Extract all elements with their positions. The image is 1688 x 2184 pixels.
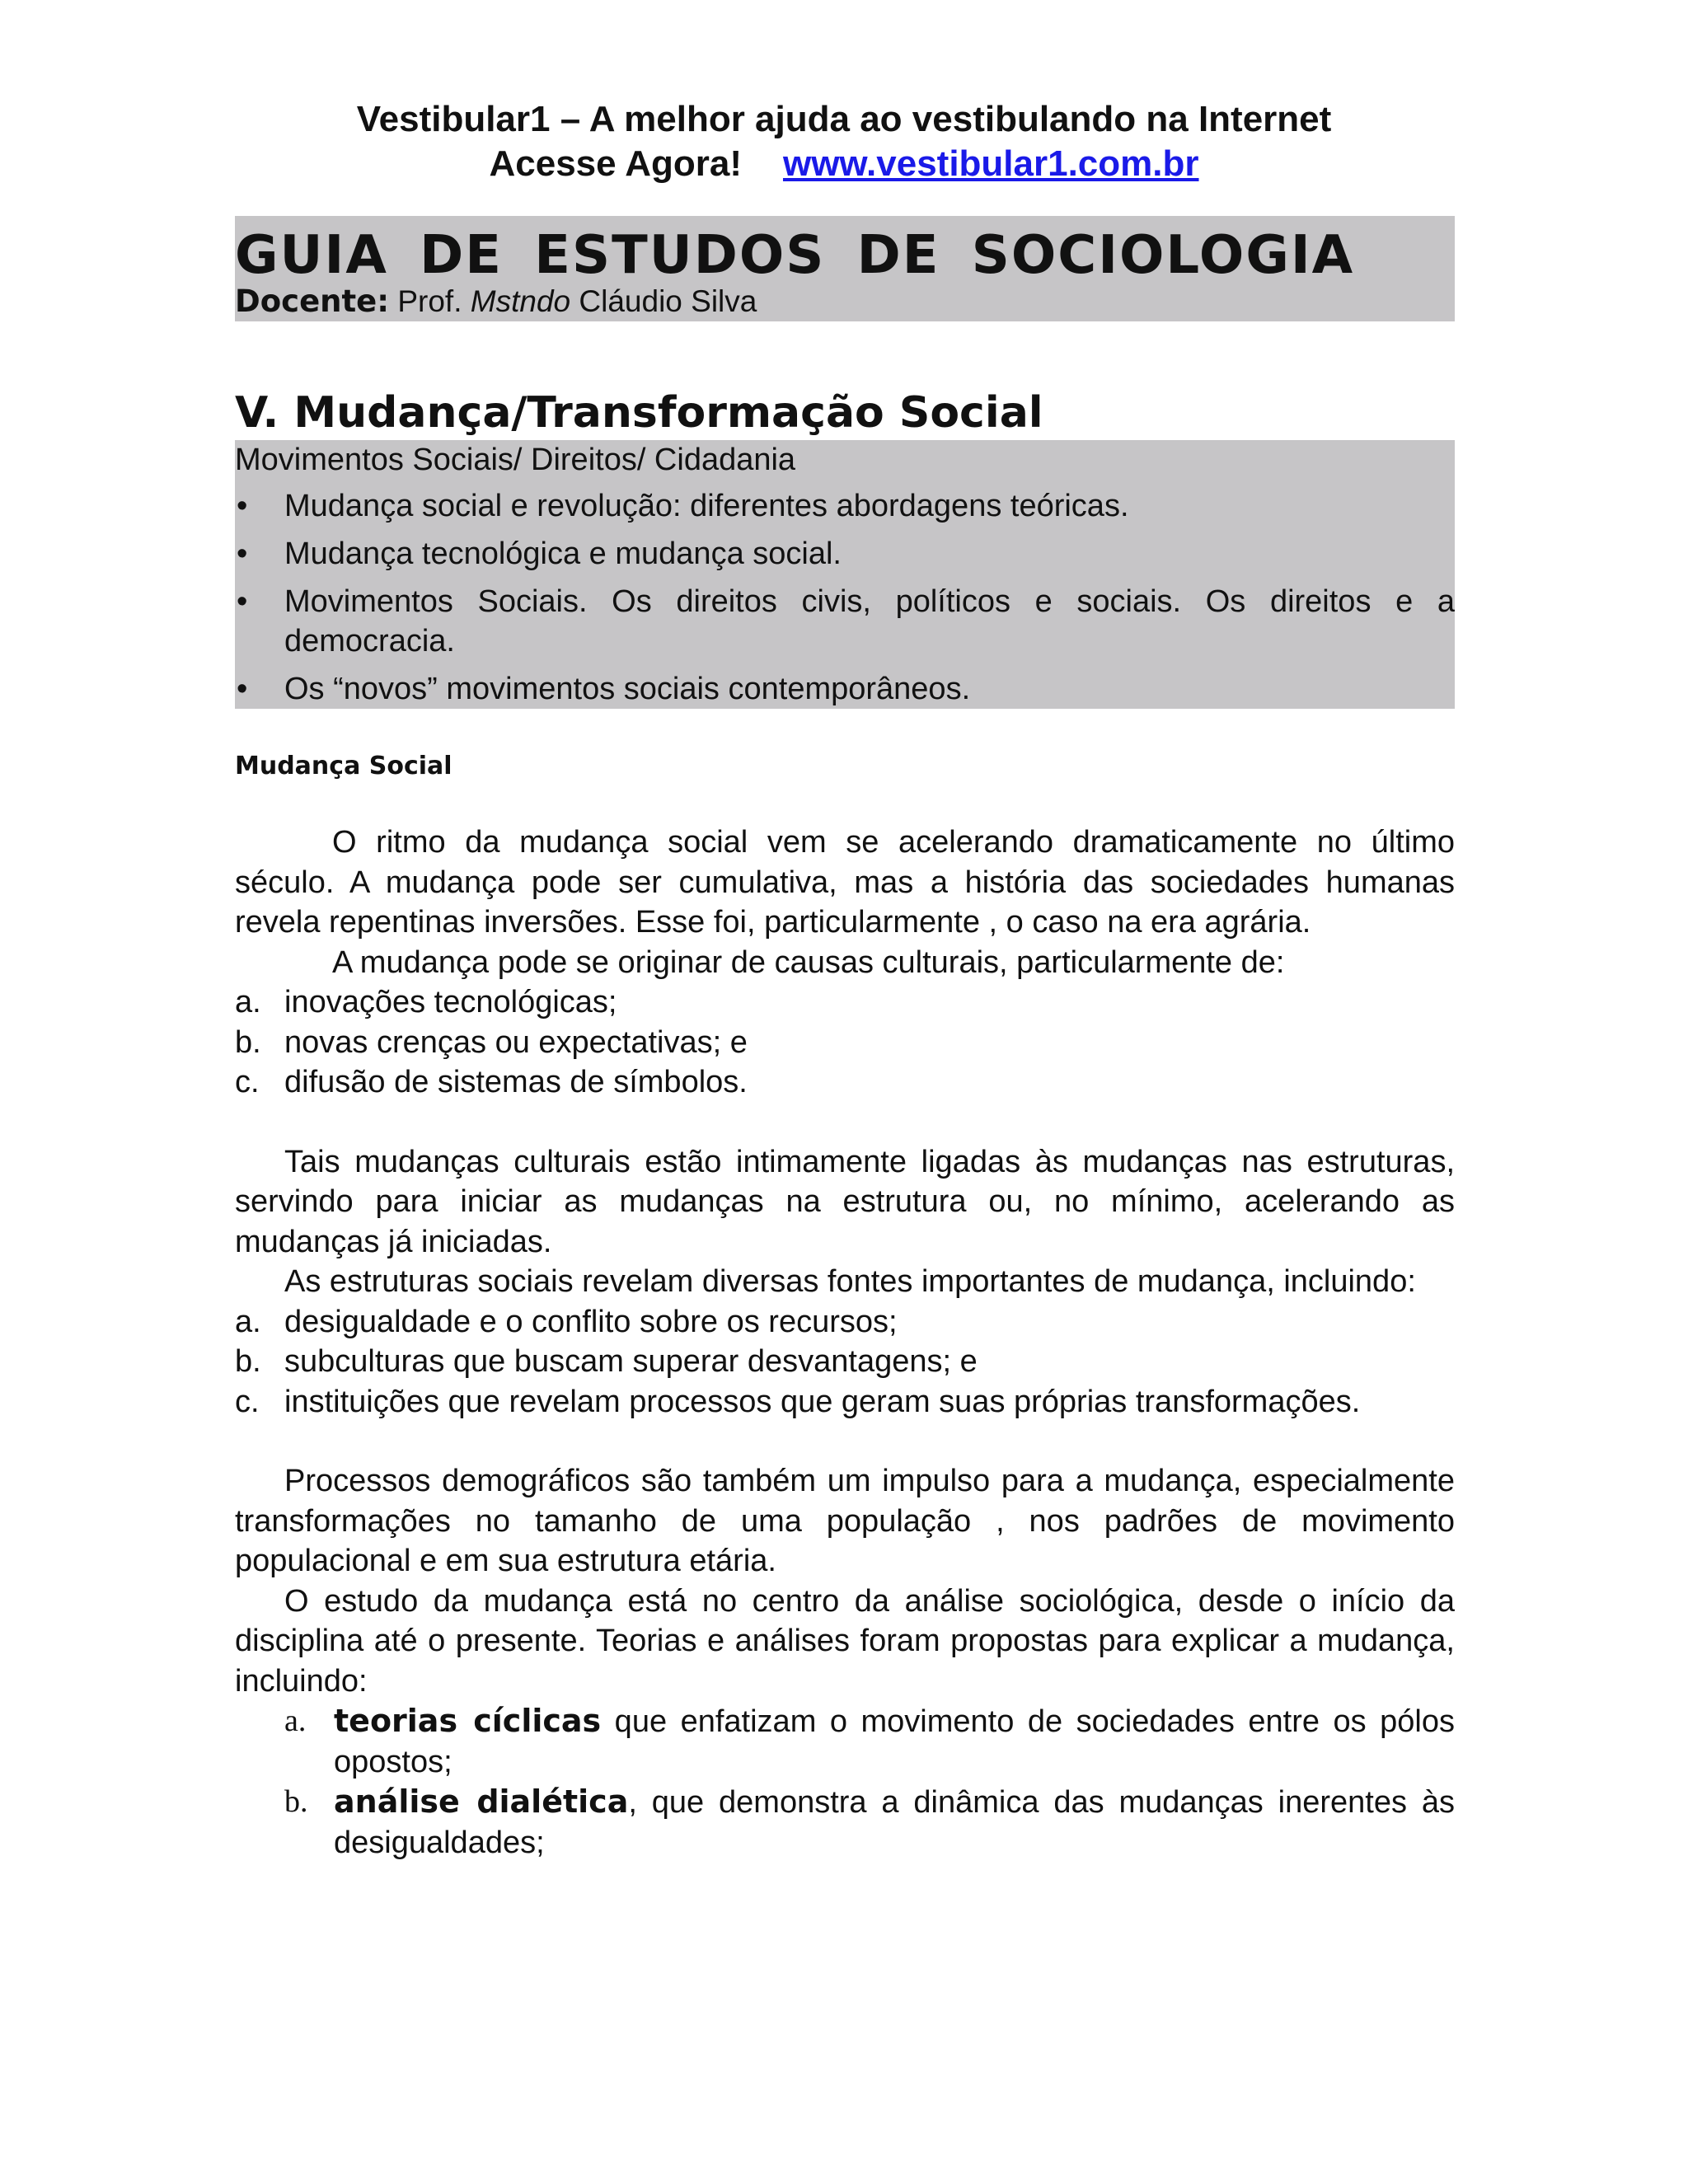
theory-term: teorias cíclicas bbox=[334, 1703, 602, 1739]
site-link[interactable]: www.vestibular1.com.br bbox=[782, 143, 1199, 184]
paragraph: A mudança pode se originar de causas culturais, particularmente de: bbox=[332, 944, 1285, 980]
list-label: b. bbox=[235, 1344, 261, 1379]
subsection-heading: Mudança Social bbox=[235, 752, 452, 780]
site-header bbox=[0, 97, 1688, 186]
paragraph: O ritmo da mudança social vem se acelerando dramaticamente no último século. A mudança pode ser cumulativa, mas a história das sociedades humanas revela repentinas inversões. Esse foi, particularmente , o caso na era agrária. bbox=[235, 825, 1455, 940]
list-label: c. bbox=[235, 1384, 260, 1419]
list-text: inovações tecnológicas; bbox=[284, 985, 617, 1019]
topics-subtitle: Movimentos Sociais/ Direitos/ Cidadania bbox=[235, 443, 796, 477]
site-cta bbox=[0, 142, 1688, 186]
theory-text: que enfatizam o movimento de sociedades entre os pólos opostos; bbox=[334, 1704, 1455, 1779]
theory-term: análise dialética bbox=[334, 1783, 629, 1820]
theory-text: , que demonstra a dinâmica das mudanças inerentes às desigualdades; bbox=[334, 1785, 1455, 1860]
topic-item bbox=[235, 486, 1455, 526]
docente-label: Docente: bbox=[235, 284, 390, 319]
list-item bbox=[235, 1342, 1455, 1382]
list-label: a. bbox=[235, 1304, 261, 1339]
list-item bbox=[235, 982, 1455, 1023]
bullet-icon: • bbox=[237, 537, 248, 571]
list-item bbox=[235, 1382, 1455, 1422]
paragraph: Tais mudanças culturais estão intimamente ligadas às mudanças nas estruturas, servindo para iniciar as mudanças na estrutura ou, no mínimo, acelerando as mudanças já iniciadas. bbox=[235, 1144, 1455, 1259]
bullet-icon: • bbox=[237, 489, 248, 523]
docente-name: Cláudio Silva bbox=[579, 284, 757, 318]
list-label: b. bbox=[284, 1784, 308, 1819]
body-text bbox=[235, 823, 1455, 1863]
paragraph: O estudo da mudança está no centro da análise sociológica, desde o início da disciplina até o presente. Teorias e análises foram propostas para explicar a mudança, incluindo: bbox=[235, 1583, 1455, 1699]
topic-item bbox=[235, 669, 1455, 709]
topic-text: Mudança social e revolução: diferentes abordagens teóricas. bbox=[284, 489, 1129, 523]
cta-text: Acesse Agora! bbox=[489, 143, 742, 184]
list-text: desigualdade e o conflito sobre os recursos; bbox=[284, 1304, 898, 1339]
spacer bbox=[235, 1103, 1455, 1142]
topic-text: Mudança tecnológica e mudança social. bbox=[284, 537, 842, 571]
docente-prefix: Prof. bbox=[397, 284, 462, 318]
list-item bbox=[235, 1062, 1455, 1103]
paragraph: Processos demográficos são também um impulso para a mudança, especialmente transformações no tamanho de uma população , nos padrões de movimento populacional e em sua estrutura etária. bbox=[235, 1464, 1455, 1578]
list-label: a. bbox=[284, 1704, 307, 1738]
list-text: difusão de sistemas de símbolos. bbox=[284, 1065, 748, 1099]
theory-item bbox=[235, 1701, 1455, 1782]
bullet-icon: • bbox=[237, 672, 248, 706]
list-item bbox=[235, 1302, 1455, 1343]
theory-item bbox=[235, 1782, 1455, 1863]
paragraph: As estruturas sociais revelam diversas fontes importantes de mudança, incluindo: bbox=[284, 1264, 1416, 1299]
topic-text: Os “novos” movimentos sociais contemporâneos. bbox=[284, 672, 971, 706]
list-label: a. bbox=[235, 985, 261, 1019]
page-title: GUIA DE ESTUDOS DE SOCIOLOGIA bbox=[235, 225, 1355, 286]
docente-line bbox=[235, 284, 757, 320]
topic-item bbox=[235, 582, 1455, 661]
list-text: subculturas que buscam superar desvantagens; e bbox=[284, 1344, 978, 1379]
bullet-icon: • bbox=[237, 584, 248, 619]
list-text: novas crenças ou expectativas; e bbox=[284, 1024, 748, 1060]
title-box bbox=[235, 216, 1455, 321]
section-title: V. Mudança/Transformação Social bbox=[235, 388, 1043, 438]
site-tagline: Vestibular1 – A melhor ajuda ao vestibulando na Internet bbox=[356, 99, 1332, 139]
docente-degree: Mstndo bbox=[470, 284, 571, 318]
topic-text: Movimentos Sociais. Os direitos civis, políticos e sociais. Os direitos e a democracia. bbox=[284, 584, 1455, 658]
spacer bbox=[235, 1422, 1455, 1461]
list-text: instituições que revelam processos que geram suas próprias transformações. bbox=[284, 1384, 1361, 1419]
list-item bbox=[235, 1023, 1455, 1063]
list-label: b. bbox=[235, 1024, 261, 1060]
topic-item bbox=[235, 534, 1455, 574]
list-label: c. bbox=[235, 1065, 260, 1099]
topics-box bbox=[235, 440, 1455, 709]
